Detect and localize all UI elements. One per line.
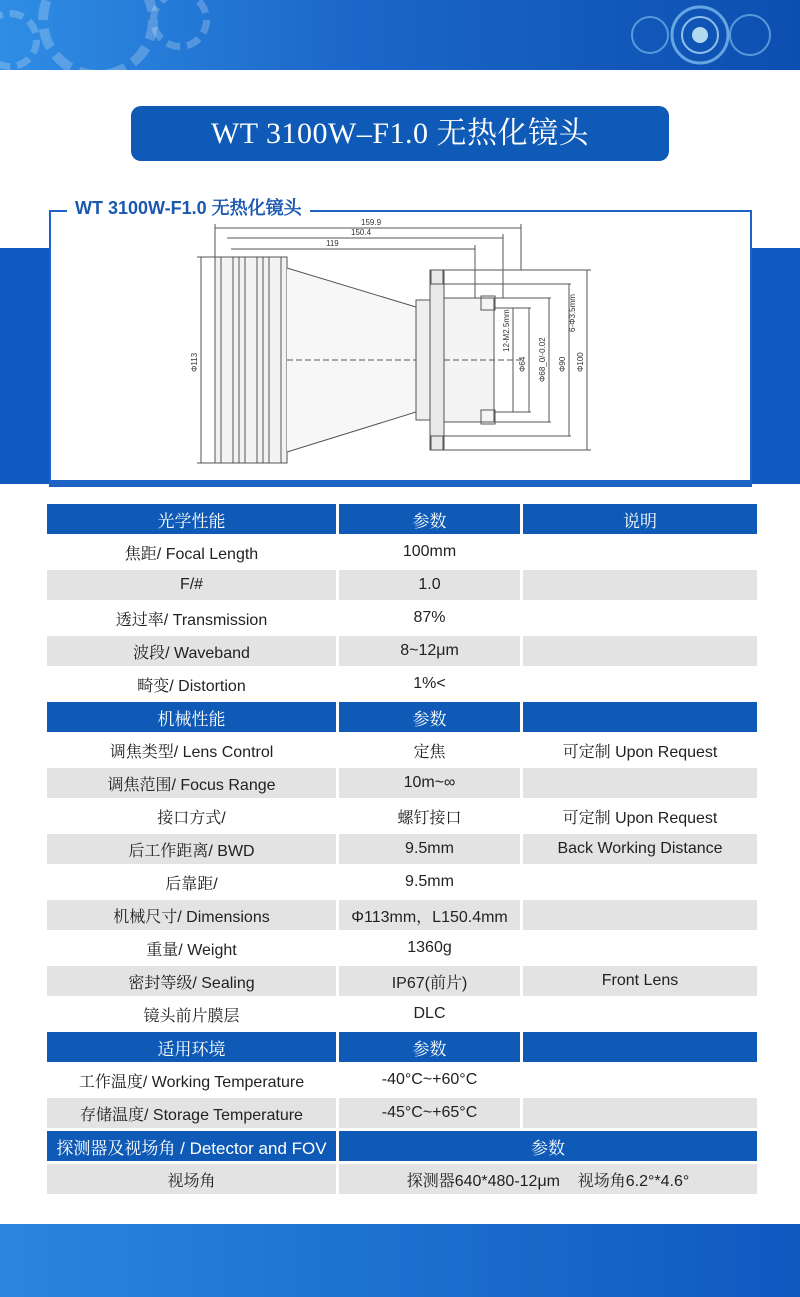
spec-note [520,867,757,897]
header-cell: 光学性能 [47,504,336,534]
spec-value: 100mm [336,537,520,567]
header-cell [520,1032,757,1062]
gear-icon [38,0,158,70]
spec-value: 9.5mm [336,834,520,864]
spec-label: 调焦类型/ Lens Control [47,735,336,765]
spec-value: 1.0 [336,570,520,600]
table-row [47,669,757,699]
spec-label: 视场角 [47,1164,336,1194]
spec-note [520,603,757,633]
spec-note [520,1065,757,1095]
header-cell: 参数 [336,1032,520,1062]
lens-decoration-icon [620,4,780,66]
spec-label: 波段/ Waveband [47,636,336,666]
dim-thread: 12-M2.5mm [502,309,511,352]
spec-note [520,636,757,666]
header-cell: 参数 [336,1131,757,1161]
card-underline [49,482,752,487]
spec-note [520,1098,757,1128]
spec-value: 87% [336,603,520,633]
spec-label: 后靠距/ [47,867,336,897]
spec-label: 接口方式/ [47,801,336,831]
gear-icon [150,0,210,50]
spec-value: 1360g [336,933,520,963]
spec-label: 镜头前片膜层 [47,999,336,1029]
spec-note: 可定制 Upon Request [520,735,757,765]
spec-label: F/# [47,570,336,600]
dim-length: 150.4 [351,228,372,237]
table-row [47,735,757,765]
spec-value: -45°C~+65°C [336,1098,520,1128]
header-cell: 说明 [520,504,757,534]
header-cell: 参数 [336,702,520,732]
section-header-environment [47,1032,757,1062]
table-row [47,1164,757,1194]
spec-note: 可定制 Upon Request [520,801,757,831]
dim-total: 159.9 [361,218,382,227]
header-cell: 适用环境 [47,1032,336,1062]
spec-table [47,501,757,1197]
dim-d100: Φ100 [576,352,585,372]
spec-value: IP67(前片) [336,966,520,996]
lens-drawing-card [49,210,752,482]
header-cell: 参数 [336,504,520,534]
spec-label: 工作温度/ Working Temperature [47,1065,336,1095]
table-row [47,834,757,864]
spec-note [520,570,757,600]
dim-d90: Φ90 [558,356,567,372]
top-banner [0,0,800,70]
bottom-band [0,1224,800,1297]
spec-label: 重量/ Weight [47,933,336,963]
table-row [47,1065,757,1095]
spec-note [520,537,757,567]
spec-label: 焦距/ Focal Length [47,537,336,567]
section-header-optical [47,504,757,534]
spec-note [520,933,757,963]
table-row [47,1098,757,1128]
table-row [47,933,757,963]
table-row [47,966,757,996]
spec-value: -40°C~+60°C [336,1065,520,1095]
spec-value: 8~12μm [336,636,520,666]
spec-label: 畸变/ Distortion [47,669,336,699]
spec-value: 9.5mm [336,867,520,897]
spec-note: Back Working Distance [520,834,757,864]
lens-technical-drawing [51,212,754,484]
spec-value: 10m~∞ [336,768,520,798]
table-row [47,801,757,831]
gear-icon [0,10,40,70]
table-row [47,900,757,930]
spec-note [520,900,757,930]
spec-value: 螺钉接口 [336,801,520,831]
dim-diameter: Φ113 [190,352,199,372]
spec-label: 存储温度/ Storage Temperature [47,1098,336,1128]
spec-value: DLC [336,999,520,1029]
spec-value: 探测器640*480-12μm 视场角6.2°*4.6° [336,1164,757,1194]
header-cell [520,702,757,732]
spec-label: 密封等级/ Sealing [47,966,336,996]
spec-note [520,669,757,699]
dim-d64: Φ64 [518,356,527,372]
table-row [47,570,757,600]
dim-holes: 6-Φ3.5mm [568,294,577,332]
header-cell: 探测器及视场角 / Detector and FOV [47,1131,336,1161]
spec-label: 透过率/ Transmission [47,603,336,633]
table-row [47,999,757,1029]
dim-d68: Φ68_0/-0.02 [538,337,547,382]
table-row [47,768,757,798]
page-title: WT 3100W–F1.0 无热化镜头 [131,106,669,161]
spec-label: 调焦范围/ Focus Range [47,768,336,798]
spec-note [520,999,757,1029]
section-header-mechanical [47,702,757,732]
spec-value: 定焦 [336,735,520,765]
spec-label: 机械尺寸/ Dimensions [47,900,336,930]
section-header-detector [47,1131,757,1161]
spec-value: 1%< [336,669,520,699]
dim-body: 119 [326,239,339,248]
spec-value: Φ113mm，L150.4mm [336,900,520,930]
spec-note: Front Lens [520,966,757,996]
spec-note [520,768,757,798]
table-row [47,537,757,567]
header-cell: 机械性能 [47,702,336,732]
diagram-title: WT 3100W-F1.0 无热化镜头 [67,196,310,220]
spec-label: 后工作距离/ BWD [47,834,336,864]
table-row [47,636,757,666]
table-row [47,603,757,633]
table-row [47,867,757,897]
